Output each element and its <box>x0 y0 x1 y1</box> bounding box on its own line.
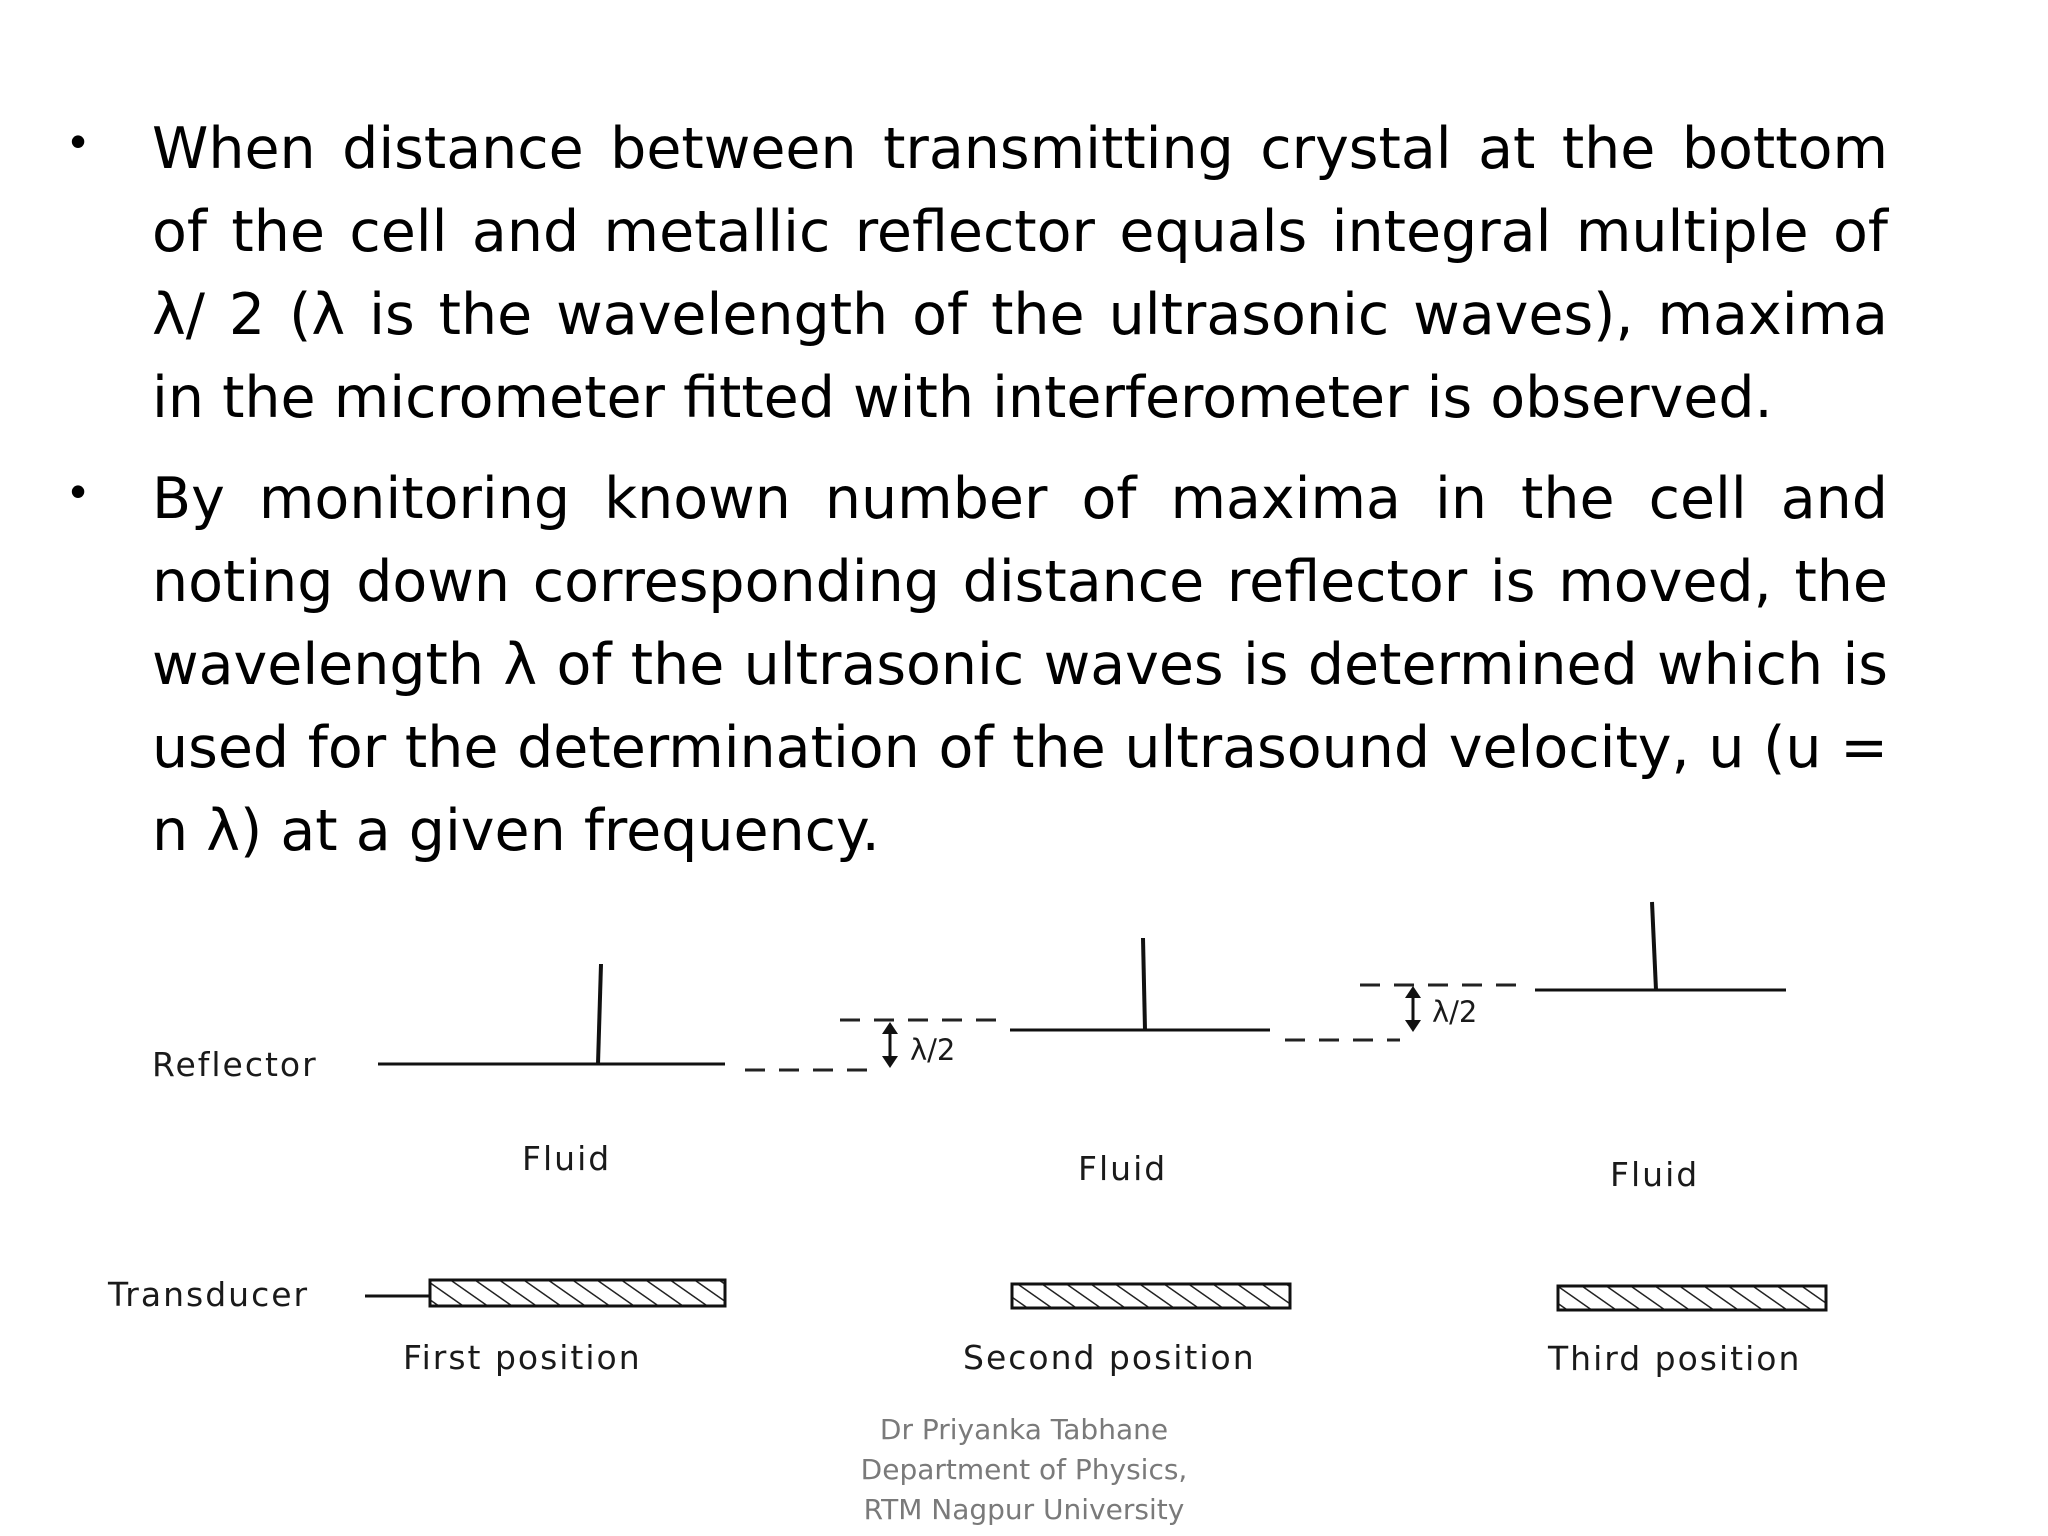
spacing-label-1: λ/2 <box>910 1033 956 1067</box>
bullet-list <box>68 108 1888 891</box>
bullet-text: By monitoring known number of maxima in the cell and noting down corresponding distance reflector is moved, the wavelength λ of the ultrasonic waves is determined which is used for the determination of the ultrasound velocity, u (u = n λ) at a given frequency. <box>152 466 1888 864</box>
position-caption-second: Second position <box>963 1338 1256 1377</box>
bullet-dot-icon: • <box>70 465 87 517</box>
spacing-arrowhead-up-2 <box>1405 986 1421 998</box>
slide-footer <box>0 1410 2048 1530</box>
reflector-label: Reflector <box>152 1045 318 1084</box>
transducer-plate-first <box>430 1280 725 1306</box>
reflector-rod-third <box>1652 902 1656 990</box>
fluid-label-second: Fluid <box>1078 1149 1168 1188</box>
bullet-dot-icon: • <box>70 115 87 167</box>
spacing-arrowhead-up-1 <box>882 1022 898 1034</box>
spacing-arrowhead-down-1 <box>882 1056 898 1068</box>
diagram-svg <box>0 880 2048 1420</box>
fluid-label-first: Fluid <box>522 1139 612 1178</box>
transducer-plate-second <box>1012 1284 1290 1308</box>
position-caption-first: First position <box>403 1338 642 1377</box>
bullet-item <box>68 108 1888 440</box>
position-caption-third: Third position <box>1548 1339 1802 1378</box>
transducer-plate-third <box>1558 1286 1826 1310</box>
spacing-arrowhead-down-2 <box>1405 1020 1421 1032</box>
bullet-text: When distance between transmitting crystal at the bottom of the cell and metallic reflector equals integral multiple of λ/ 2 (λ is the wavelength of the ultrasonic waves), maxima in the micrometer fitted with interferometer is observed. <box>152 116 1888 431</box>
interferometer-diagram <box>0 880 2048 1420</box>
footer-university: RTM Nagpur University <box>863 1493 1185 1526</box>
bullet-item <box>68 458 1888 873</box>
fluid-label-third: Fluid <box>1610 1155 1700 1194</box>
reflector-rod-second <box>1143 938 1145 1030</box>
footer-author: Dr Priyanka Tabhane <box>879 1413 1169 1446</box>
spacing-label-2: λ/2 <box>1432 995 1478 1029</box>
footer-department: Department of Physics, <box>860 1453 1188 1486</box>
transducer-label: Transducer <box>108 1275 310 1314</box>
reflector-rod-first <box>598 964 601 1064</box>
